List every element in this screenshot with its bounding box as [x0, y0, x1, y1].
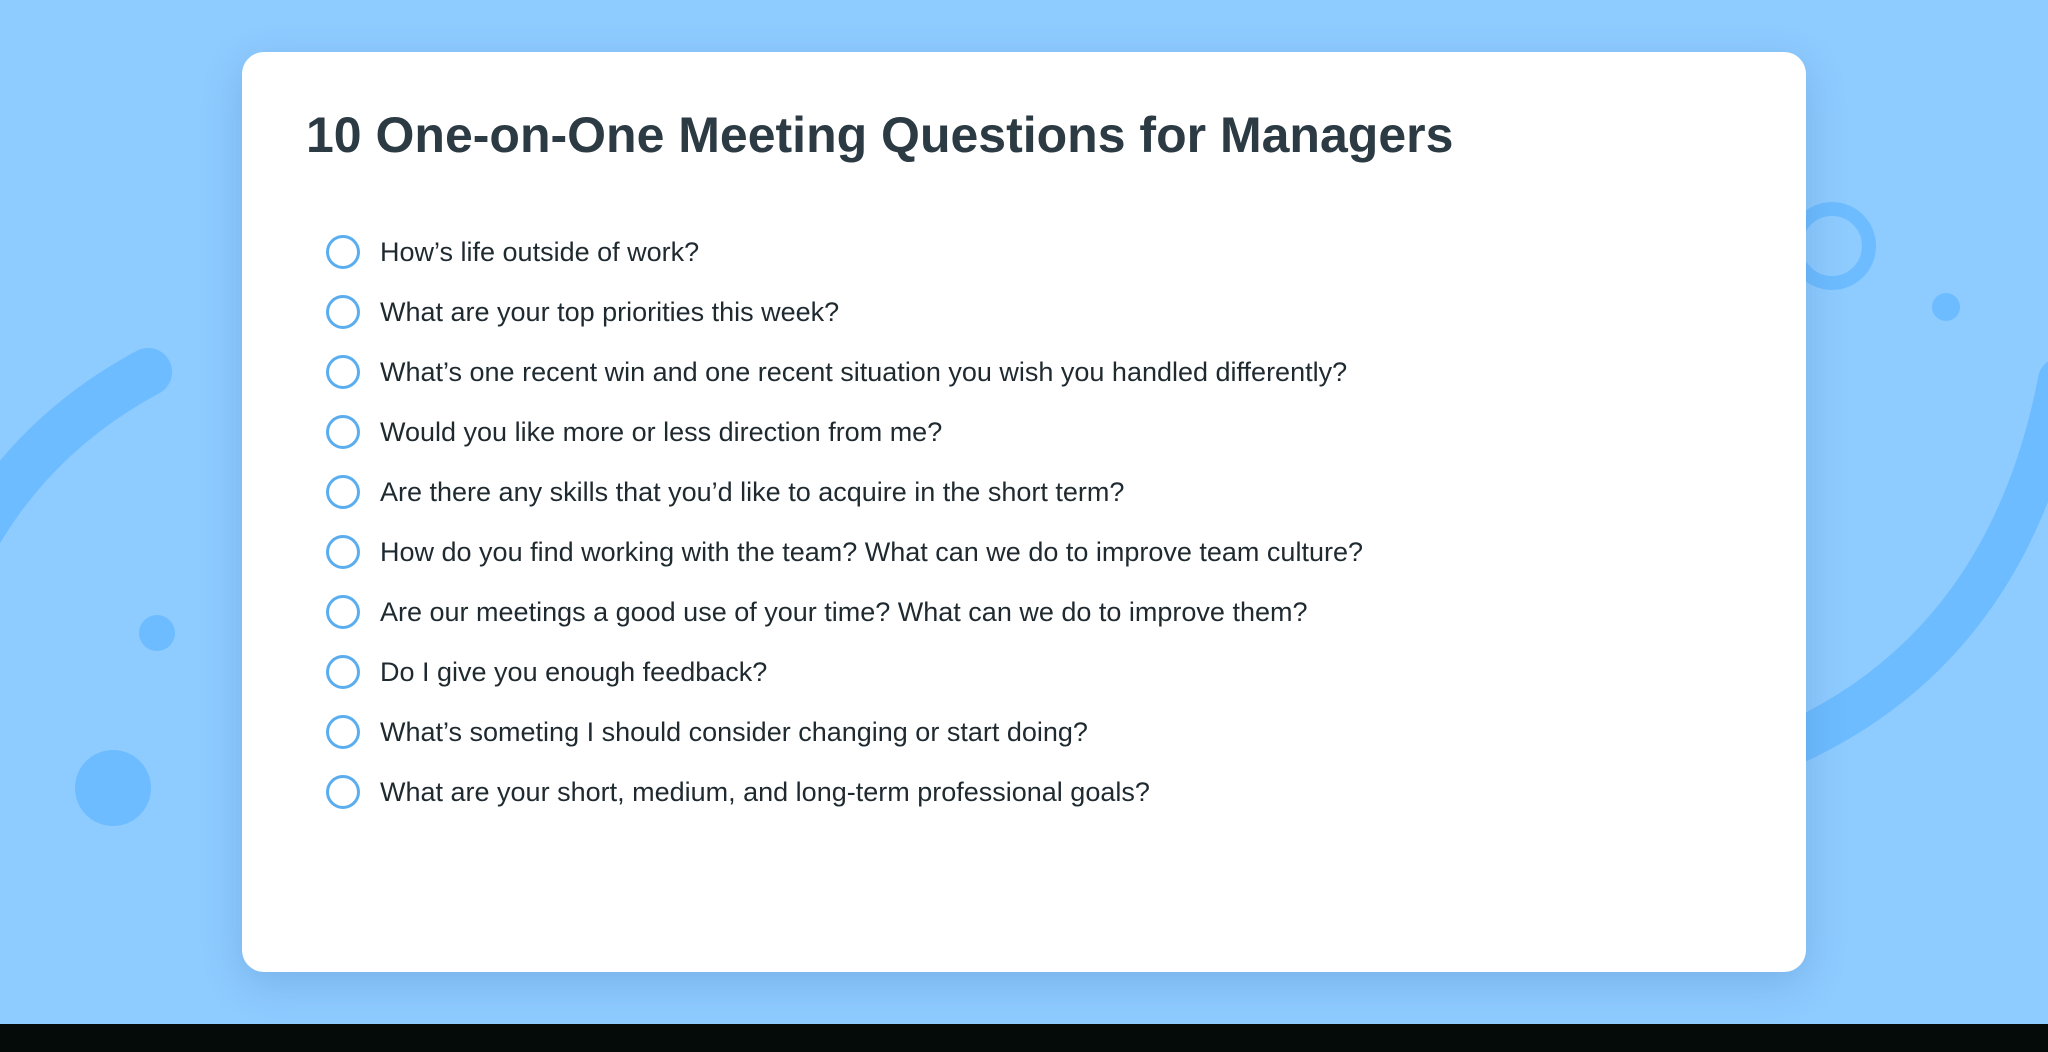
list-item: [326, 462, 1363, 522]
question-list: [326, 222, 1363, 822]
circle-outline-icon[interactable]: [326, 475, 360, 509]
list-item: [326, 282, 1363, 342]
question-text: Do I give you enough feedback?: [380, 656, 768, 687]
circle-outline-icon[interactable]: [326, 535, 360, 569]
bottom-bar: [0, 1024, 2048, 1052]
question-text: What are your top priorities this week?: [380, 296, 840, 327]
list-item: [326, 642, 1363, 702]
decorative-dot-large-left: [75, 750, 151, 826]
circle-outline-icon[interactable]: [326, 415, 360, 449]
list-item: [326, 222, 1363, 282]
list-item: [326, 522, 1363, 582]
circle-outline-icon[interactable]: [326, 655, 360, 689]
question-text: How’s life outside of work?: [380, 236, 700, 267]
circle-outline-icon[interactable]: [326, 355, 360, 389]
circle-outline-icon[interactable]: [326, 235, 360, 269]
question-text: What are your short, medium, and long-term professional goals?: [380, 776, 1150, 807]
question-text: Are there any skills that you’d like to acquire in the short term?: [380, 476, 1125, 507]
list-item: [326, 702, 1363, 762]
list-item: [326, 402, 1363, 462]
list-item: [326, 582, 1363, 642]
circle-outline-icon[interactable]: [326, 715, 360, 749]
checklist-card: [242, 52, 1806, 972]
list-item: [326, 762, 1363, 822]
circle-outline-icon[interactable]: [326, 595, 360, 629]
decorative-arc-left: [0, 372, 148, 530]
circle-outline-icon[interactable]: [326, 295, 360, 329]
question-text: What’s one recent win and one recent situation you wish you handled differently?: [380, 356, 1348, 387]
question-text: Are our meetings a good use of your time? What can we do to improve them?: [380, 596, 1308, 627]
decorative-ring-right: [1795, 209, 1869, 283]
question-text: Would you like more or less direction from me?: [380, 416, 943, 447]
decorative-dot-small-right: [1932, 293, 1960, 321]
question-text: How do you find working with the team? What can we do to improve team culture?: [380, 536, 1363, 567]
decorative-dot-small-left: [139, 615, 175, 651]
page-title: 10 One-on-One Meeting Questions for Managers: [306, 107, 1454, 163]
decorative-arc-right: [1800, 380, 2048, 740]
list-item: [326, 342, 1363, 402]
circle-outline-icon[interactable]: [326, 775, 360, 809]
question-text: What’s someting I should consider changing or start doing?: [380, 716, 1088, 747]
